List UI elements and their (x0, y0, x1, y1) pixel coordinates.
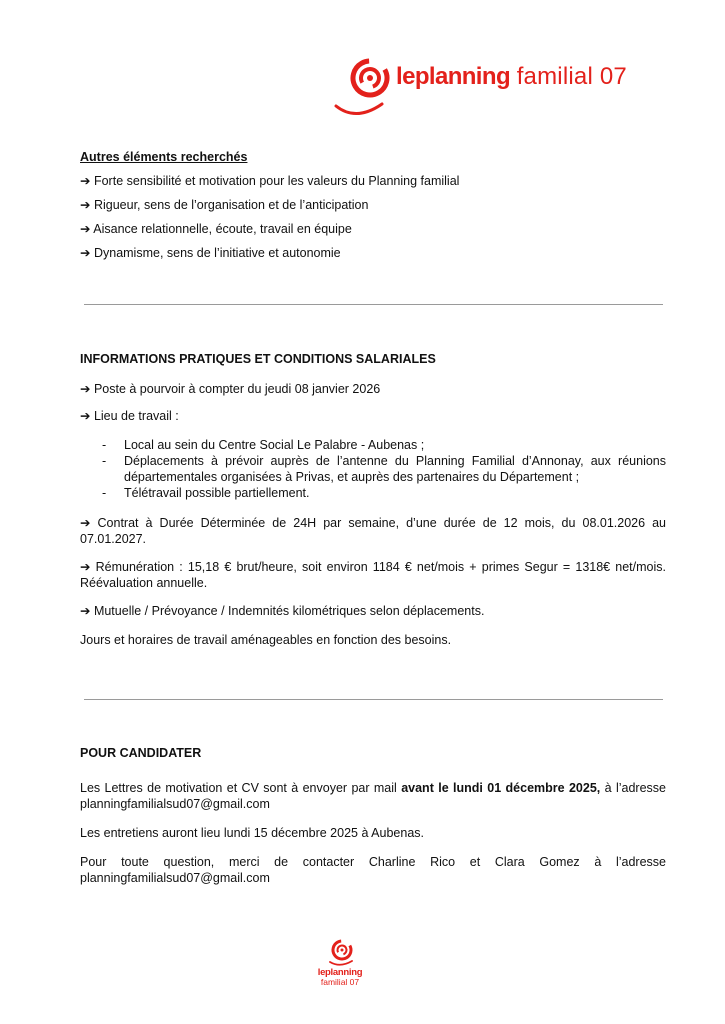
list-item-text: Dynamisme, sens de l’initiative et autonomie (93, 246, 341, 260)
footer-brand-line2: familial 07 (320, 977, 360, 987)
contact-paragraph: Pour toute question, merci de contacter Charline Rico et Clara Gomez à l’adresse planningfamilialsud07@gmail.com (80, 855, 666, 885)
candidature-paragraph (80, 780, 666, 812)
section-heading-candidater: POUR CANDIDATER (80, 746, 202, 760)
candidature-text-end: à l’adresse planningfamilialsud07@gmail.com (80, 781, 666, 811)
remuneration-paragraph: ➔ Rémunération : 15,18 € brut/heure, soit environ 1184 € net/mois + primes Segur = 1318€ net/mois. Réévaluation annuelle. (80, 560, 666, 590)
planning-familial-swirl-icon (330, 52, 396, 120)
list-item: - Déplacements à prévoir auprès de l’antenne du Planning Familial d’Annonay, aux réunions départementales organisées à Privas, et auprès des partenaires du Département ; (80, 453, 666, 485)
brand-name-regular: familial 07 (516, 63, 627, 90)
arrow-icon: ➔ (80, 174, 91, 188)
deadline-text: avant le lundi 01 décembre 2025, (401, 781, 601, 795)
divider (84, 699, 663, 700)
footer-logo (312, 936, 368, 992)
list-item-text: Rigueur, sens de l’organisation et de l’anticipation (93, 198, 369, 212)
poste-line: ➔ Poste à pourvoir à compter du jeudi 08 janvier 2026 (80, 382, 381, 396)
lieu-list (80, 437, 666, 501)
list-item (80, 245, 666, 261)
brand-name-bold: leplanning (396, 63, 511, 90)
arrow-icon: ➔ (80, 222, 91, 236)
header-logo (330, 52, 700, 120)
arrow-icon: ➔ (80, 198, 91, 212)
footer-brand-line1: leplanning (317, 967, 363, 978)
mutuelle-line: ➔ Mutuelle / Prévoyance / Indemnités kilométriques selon déplacements. (80, 604, 485, 618)
contrat-paragraph: ➔ Contrat à Durée Déterminée de 24H par semaine, d’une durée de 12 mois, du 08.01.2026 au 07.01.2027. (80, 516, 666, 546)
arrow-icon: ➔ (80, 246, 91, 260)
list-item-text: Forte sensibilité et motivation pour les valeurs du Planning familial (93, 174, 460, 188)
divider (84, 304, 663, 305)
candidature-text-start: Les Lettres de motivation et CV sont à envoyer par mail (80, 781, 402, 795)
planning-familial-swirl-icon (312, 936, 368, 968)
list-item (80, 173, 666, 189)
list-item: - Local au sein du Centre Social Le Palabre - Aubenas ; (80, 437, 666, 453)
section-heading-informations: INFORMATIONS PRATIQUES ET CONDITIONS SALARIALES (80, 352, 436, 366)
list-item-text: Aisance relationnelle, écoute, travail en équipe (93, 222, 352, 236)
list-item (80, 221, 666, 237)
list-item (80, 197, 666, 213)
brand-name (396, 62, 627, 92)
lieu-line: ➔ Lieu de travail : (80, 409, 179, 423)
entretiens-line: Les entretiens auront lieu lundi 15 décembre 2025 à Aubenas. (80, 826, 424, 840)
section-heading-autres: Autres éléments recherchés (80, 150, 248, 164)
horaires-line: Jours et horaires de travail aménageables en fonction des besoins. (80, 633, 452, 647)
list-item: - Télétravail possible partiellement. (80, 485, 666, 501)
